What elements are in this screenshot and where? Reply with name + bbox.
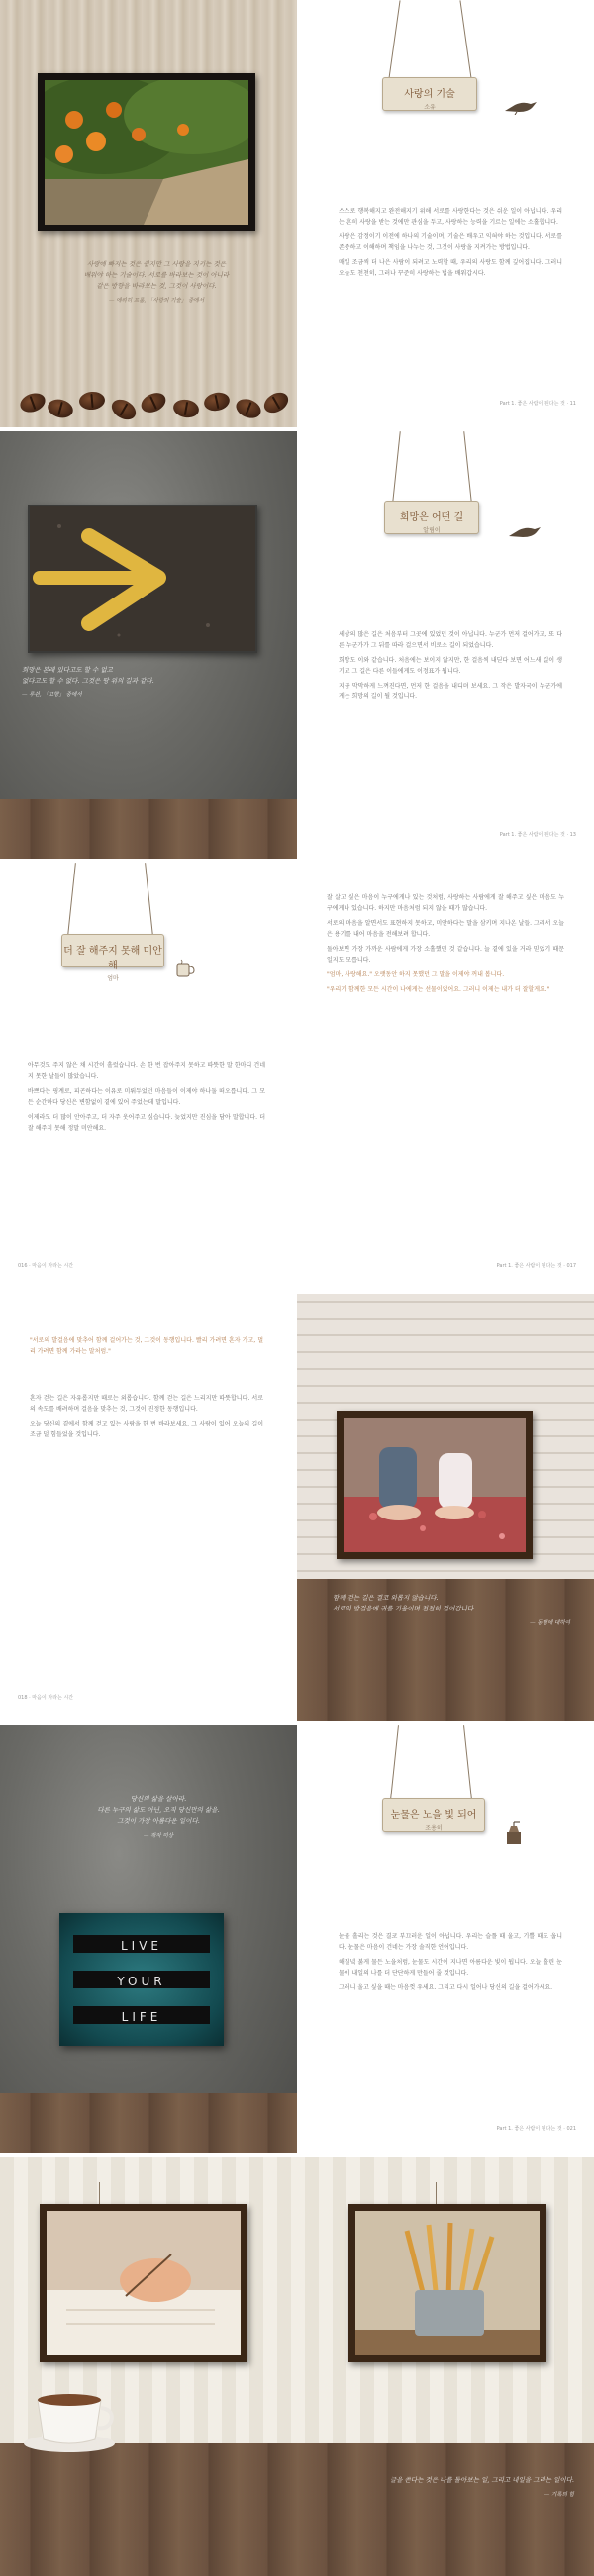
quote-line: 다른 누구의 삶도 아닌, 오직 당신만의 삶을. [97, 1806, 220, 1814]
spread1-left-page [0, 0, 297, 427]
quote-credit: — 작자 미상 [143, 1833, 174, 1839]
body-paragraph: 희망도 이와 같습니다. 처음에는 보이지 않지만, 한 걸음씩 내딛다 보면 어느새 길이 생기고 그 길은 다른 이들에게도 이정표가 됩니다. [339, 657, 562, 675]
live-your-life-board [59, 1913, 224, 2046]
spread4-left-page [0, 1294, 297, 1721]
sign-rope [388, 0, 400, 78]
body-paragraph: 혼자 걷는 길은 자유롭지만 때로는 외롭습니다. 함께 걷는 길은 느리지만 따뜻합니다. 서로의 속도를 배려하며 걸음을 맞추는 것, 그것이 진정한 동행입니다. [30, 1395, 263, 1413]
bird-icon [503, 99, 539, 115]
chapter-title: 눈물은 노을 빛 되어 [390, 1810, 477, 1821]
frame-wire [99, 2182, 100, 2204]
sign-rope [463, 431, 472, 503]
chapter-author: 알림이 [423, 527, 441, 534]
pencil-cup-icon [355, 2211, 540, 2355]
chapter-author: 엄마 [107, 975, 119, 982]
chapter-author: 소유 [424, 104, 436, 111]
chapter-author: 조용히 [425, 1825, 443, 1832]
chapter-sign [382, 77, 477, 111]
coffee-bean-icon [46, 397, 75, 420]
caption-credit: — 동행에 대하여 [530, 1620, 570, 1626]
board-band [73, 1935, 210, 1953]
bird-icon [507, 524, 543, 540]
coffee-bean-icon [108, 396, 140, 424]
body-paragraph: 돌아보면 가장 가까운 사람에게 가장 소홀했던 것 같습니다. 늘 곁에 있을 거라 믿었기 때문일지도 모릅니다. [327, 946, 564, 964]
caption-line: 함께 걷는 길은 결코 외롭지 않습니다. [333, 1594, 439, 1602]
page-footer: 018 · 마음이 자라는 시간 [18, 1695, 74, 1701]
board-text-live: LIVE [120, 1939, 162, 1953]
page-footer: Part 1. 좋은 사람이 된다는 것 · 017 [496, 1263, 576, 1269]
spread4-right-page [297, 1294, 594, 1721]
body-paragraph: 바쁘다는 핑계로, 피곤하다는 이유로 미뤄두었던 마음들이 이제야 하나둘 떠오릅니다. 그 모든 순간마다 당신은 변함없이 곁에 있어 주었는데 말입니다. [28, 1088, 265, 1106]
feet-icon [344, 1418, 526, 1552]
chapter-title: 더 잘 해주지 못해 미안해 [63, 946, 162, 971]
spread2-body [339, 629, 562, 706]
spread6-caption [257, 2475, 574, 2501]
spread4-body [30, 1393, 263, 1444]
body-paragraph: 사랑은 감정이기 이전에 하나의 기술이며, 기술은 배우고 익혀야 하는 것입니다. 서로를 존중하고 이해하며 책임을 나누는 것, 그것이 사랑을 지켜가는 방법입니다. [339, 233, 562, 251]
walking-feet-photo [337, 1411, 533, 1559]
mug-icon [174, 958, 196, 979]
sign-rope [390, 1725, 399, 1800]
caption-line: 글을 쓴다는 것은 나를 돌아보는 일, 그리고 내일을 그리는 일이다. [390, 2476, 574, 2484]
orange-tree-icon [45, 80, 248, 225]
wood-floor [0, 2093, 297, 2153]
chapter-sign [61, 934, 164, 982]
body-paragraph: 오늘 당신의 곁에서 함께 걷고 있는 사람을 한 번 바라보세요. 그 사람이 있어 오늘의 길이 조금 덜 힘들었을 것입니다. [30, 1421, 263, 1438]
body-paragraph: 스스로 행복해지고 완전해지기 위해 서로를 사랑한다는 것은 쉬운 일이 아닙니다. 우리는 흔히 사랑을 받는 것에만 관심을 두고, 사랑하는 능력을 기르는 일에는 소홀합니다. [339, 208, 562, 226]
quote-line: 그것이 가장 아름다운 일이다. [117, 1817, 200, 1825]
spread3-left-page [0, 863, 297, 1290]
board-text-your: YOUR [117, 1975, 166, 1988]
spread4-highlight-quote [30, 1335, 263, 1361]
page-footer: Part 1. 좋은 사람이 된다는 것 · 13 [499, 832, 576, 838]
quote-line: 희망은 본래 있다고도 할 수 없고 [22, 666, 113, 674]
spread3-right-body [327, 892, 564, 999]
page-footer: Part 1. 좋은 사람이 된다는 것 · 11 [499, 401, 576, 407]
body-paragraph: 매일 조금씩 더 나은 사람이 되려고 노력할 때, 우리의 사랑도 함께 깊어집니다. 그러니 오늘도 천천히, 그러나 꾸준히 사랑하는 법을 배워갑시다. [339, 259, 562, 277]
board-band [73, 2006, 210, 2024]
body-paragraph-highlight: "엄마, 사랑해요." 오랫동안 하지 못했던 그 말을 이제야 꺼내 봅니다. [327, 971, 505, 978]
chapter-sign [382, 1798, 485, 1832]
spread5-left-page [0, 1725, 297, 2153]
spread6-wide-page [0, 2157, 594, 2576]
quote-line: 당신의 삶을 살아라. [130, 1795, 187, 1803]
body-paragraph: 잘 살고 싶은 마음이 누구에게나 있는 것처럼, 사랑하는 사람에게 잘 해주고 싶은 마음도 누구에게나 있습니다. 하지만 마음처럼 되지 않을 때가 많습니다. [327, 894, 564, 912]
sign-rope [392, 431, 401, 503]
sign-rope [463, 1725, 472, 1800]
spread1-right-page [297, 0, 594, 427]
quote-credit: — 에리히 프롬, 「사랑의 기술」 중에서 [108, 298, 205, 304]
frame-wire [436, 2182, 437, 2204]
chapter-title: 희망은 어떤 길 [399, 512, 464, 523]
spread4-photo-caption [333, 1593, 570, 1629]
coffee-bean-icon [260, 389, 292, 417]
body-paragraph: 서로의 마음을 알면서도 표현하지 못하고, 미안하다는 말을 삼키며 지나온 날들. 그래서 오늘은 용기를 내어 마음을 전해보려 합니다. [327, 920, 564, 938]
arrow-icon [30, 506, 255, 651]
coffee-bean-icon [78, 391, 105, 411]
chapter-sign [384, 501, 479, 534]
coffee-bean-icon [202, 390, 231, 413]
chapter-title: 사랑의 기술 [404, 89, 455, 100]
spread2-right-page [297, 431, 594, 859]
board-text-life: LIFE [121, 2010, 162, 2024]
spread5-right-page [297, 1725, 594, 2153]
caption-line: 서로의 발걸음에 귀를 기울이며 천천히 걸어갑니다. [333, 1605, 476, 1612]
page-footer: Part 1. 좋은 사람이 된다는 것 · 021 [496, 2126, 576, 2132]
quote-line: 사랑에 빠지는 것은 쉽지만 그 사랑을 지키는 것은 [86, 260, 227, 268]
body-paragraph: 해질녘 붉게 물든 노을처럼, 눈물도 시간이 지나면 아름다운 빛이 됩니다. 오늘 흘린 눈물이 내일의 나를 더 단단하게 만들어 줄 것입니다. [339, 1959, 562, 1977]
spread1-body [339, 206, 562, 283]
caption-credit: — 기록의 힘 [544, 2492, 574, 2498]
body-paragraph: 지금 막막하게 느껴진다면, 먼저 한 걸음을 내디뎌 보세요. 그 작은 발자국이 누군가에게는 희망의 길이 될 것입니다. [339, 683, 562, 700]
highlight-quote: "서로의 발걸음에 맞추어 함께 걸어가는 것, 그것이 동행입니다. 빨리 가려면 혼자 가고, 멀리 가려면 함께 가라는 말처럼." [30, 1337, 263, 1355]
quote-line: 없다고도 할 수 없다. 그것은 땅 위의 길과 같다. [22, 677, 154, 685]
spread1-quote [57, 259, 255, 307]
sign-rope [145, 863, 153, 936]
spread2-left-page [0, 431, 297, 859]
quote-credit: — 루쉰, 「고향」 중에서 [22, 692, 82, 698]
coffee-bean-icon [18, 390, 49, 415]
body-paragraph: 아무것도 주지 않은 채 시간이 흘렀습니다. 손 한 번 잡아주지 못하고 따뜻한 말 한마디 건네지 못한 날들이 많았습니다. [28, 1062, 265, 1080]
spread3-right-page [297, 863, 594, 1290]
body-paragraph: 이제라도 더 많이 안아주고, 더 자주 웃어주고 싶습니다. 늦었지만 진심을 담아 말합니다. 더 잘 해주지 못해 정말 미안해요. [28, 1114, 265, 1132]
quote-line: 배워야 하는 기술이다. 서로를 바라보는 것이 아니라 [83, 271, 230, 279]
sign-rope [459, 0, 471, 78]
page-footer: 016 · 마음이 자라는 시간 [18, 1263, 74, 1269]
quote-line: 같은 방향을 바라보는 것, 그것이 사랑이다. [96, 282, 217, 290]
orange-tree-photo [38, 73, 255, 231]
coffee-bean-icon [172, 398, 201, 419]
spread3-left-body [28, 1060, 265, 1138]
coffee-bean-icon [234, 396, 264, 421]
spread5-quote [79, 1794, 238, 1842]
board-band [73, 1971, 210, 1988]
wood-floor [0, 799, 297, 859]
coffee-cup-icon [20, 2386, 119, 2455]
writing-hand-icon [47, 2211, 241, 2355]
pencils-photo [348, 2204, 546, 2362]
arrow-photo [28, 505, 257, 653]
body-paragraph-highlight: "우리가 함께한 모든 시간이 나에게는 선물이었어요. 그러니 이제는 내가 더 잘할게요." [327, 986, 550, 993]
body-paragraph: 그러니 울고 싶을 때는 마음껏 우세요. 그리고 다시 일어나 당신의 길을 걸어가세요. [339, 1984, 553, 1991]
writing-hand-photo [40, 2204, 248, 2362]
spread5-body [339, 1931, 562, 1997]
sign-rope [67, 863, 76, 936]
spread2-quote [22, 665, 240, 701]
body-paragraph: 세상의 많은 길은 처음부터 그곳에 있었던 것이 아닙니다. 누군가 먼저 걸어가고, 또 다른 누군가가 그 뒤를 따라 걸으면서 비로소 길이 되었습니다. [339, 631, 562, 649]
wood-table [0, 2443, 594, 2576]
coffee-grinder-icon [503, 1820, 525, 1846]
body-paragraph: 눈물 흘리는 것은 결코 부끄러운 일이 아닙니다. 우리는 슬플 때 울고, 기쁠 때도 웁니다. 눈물은 마음이 건네는 가장 솔직한 언어입니다. [339, 1933, 562, 1951]
coffee-bean-icon [138, 389, 168, 415]
